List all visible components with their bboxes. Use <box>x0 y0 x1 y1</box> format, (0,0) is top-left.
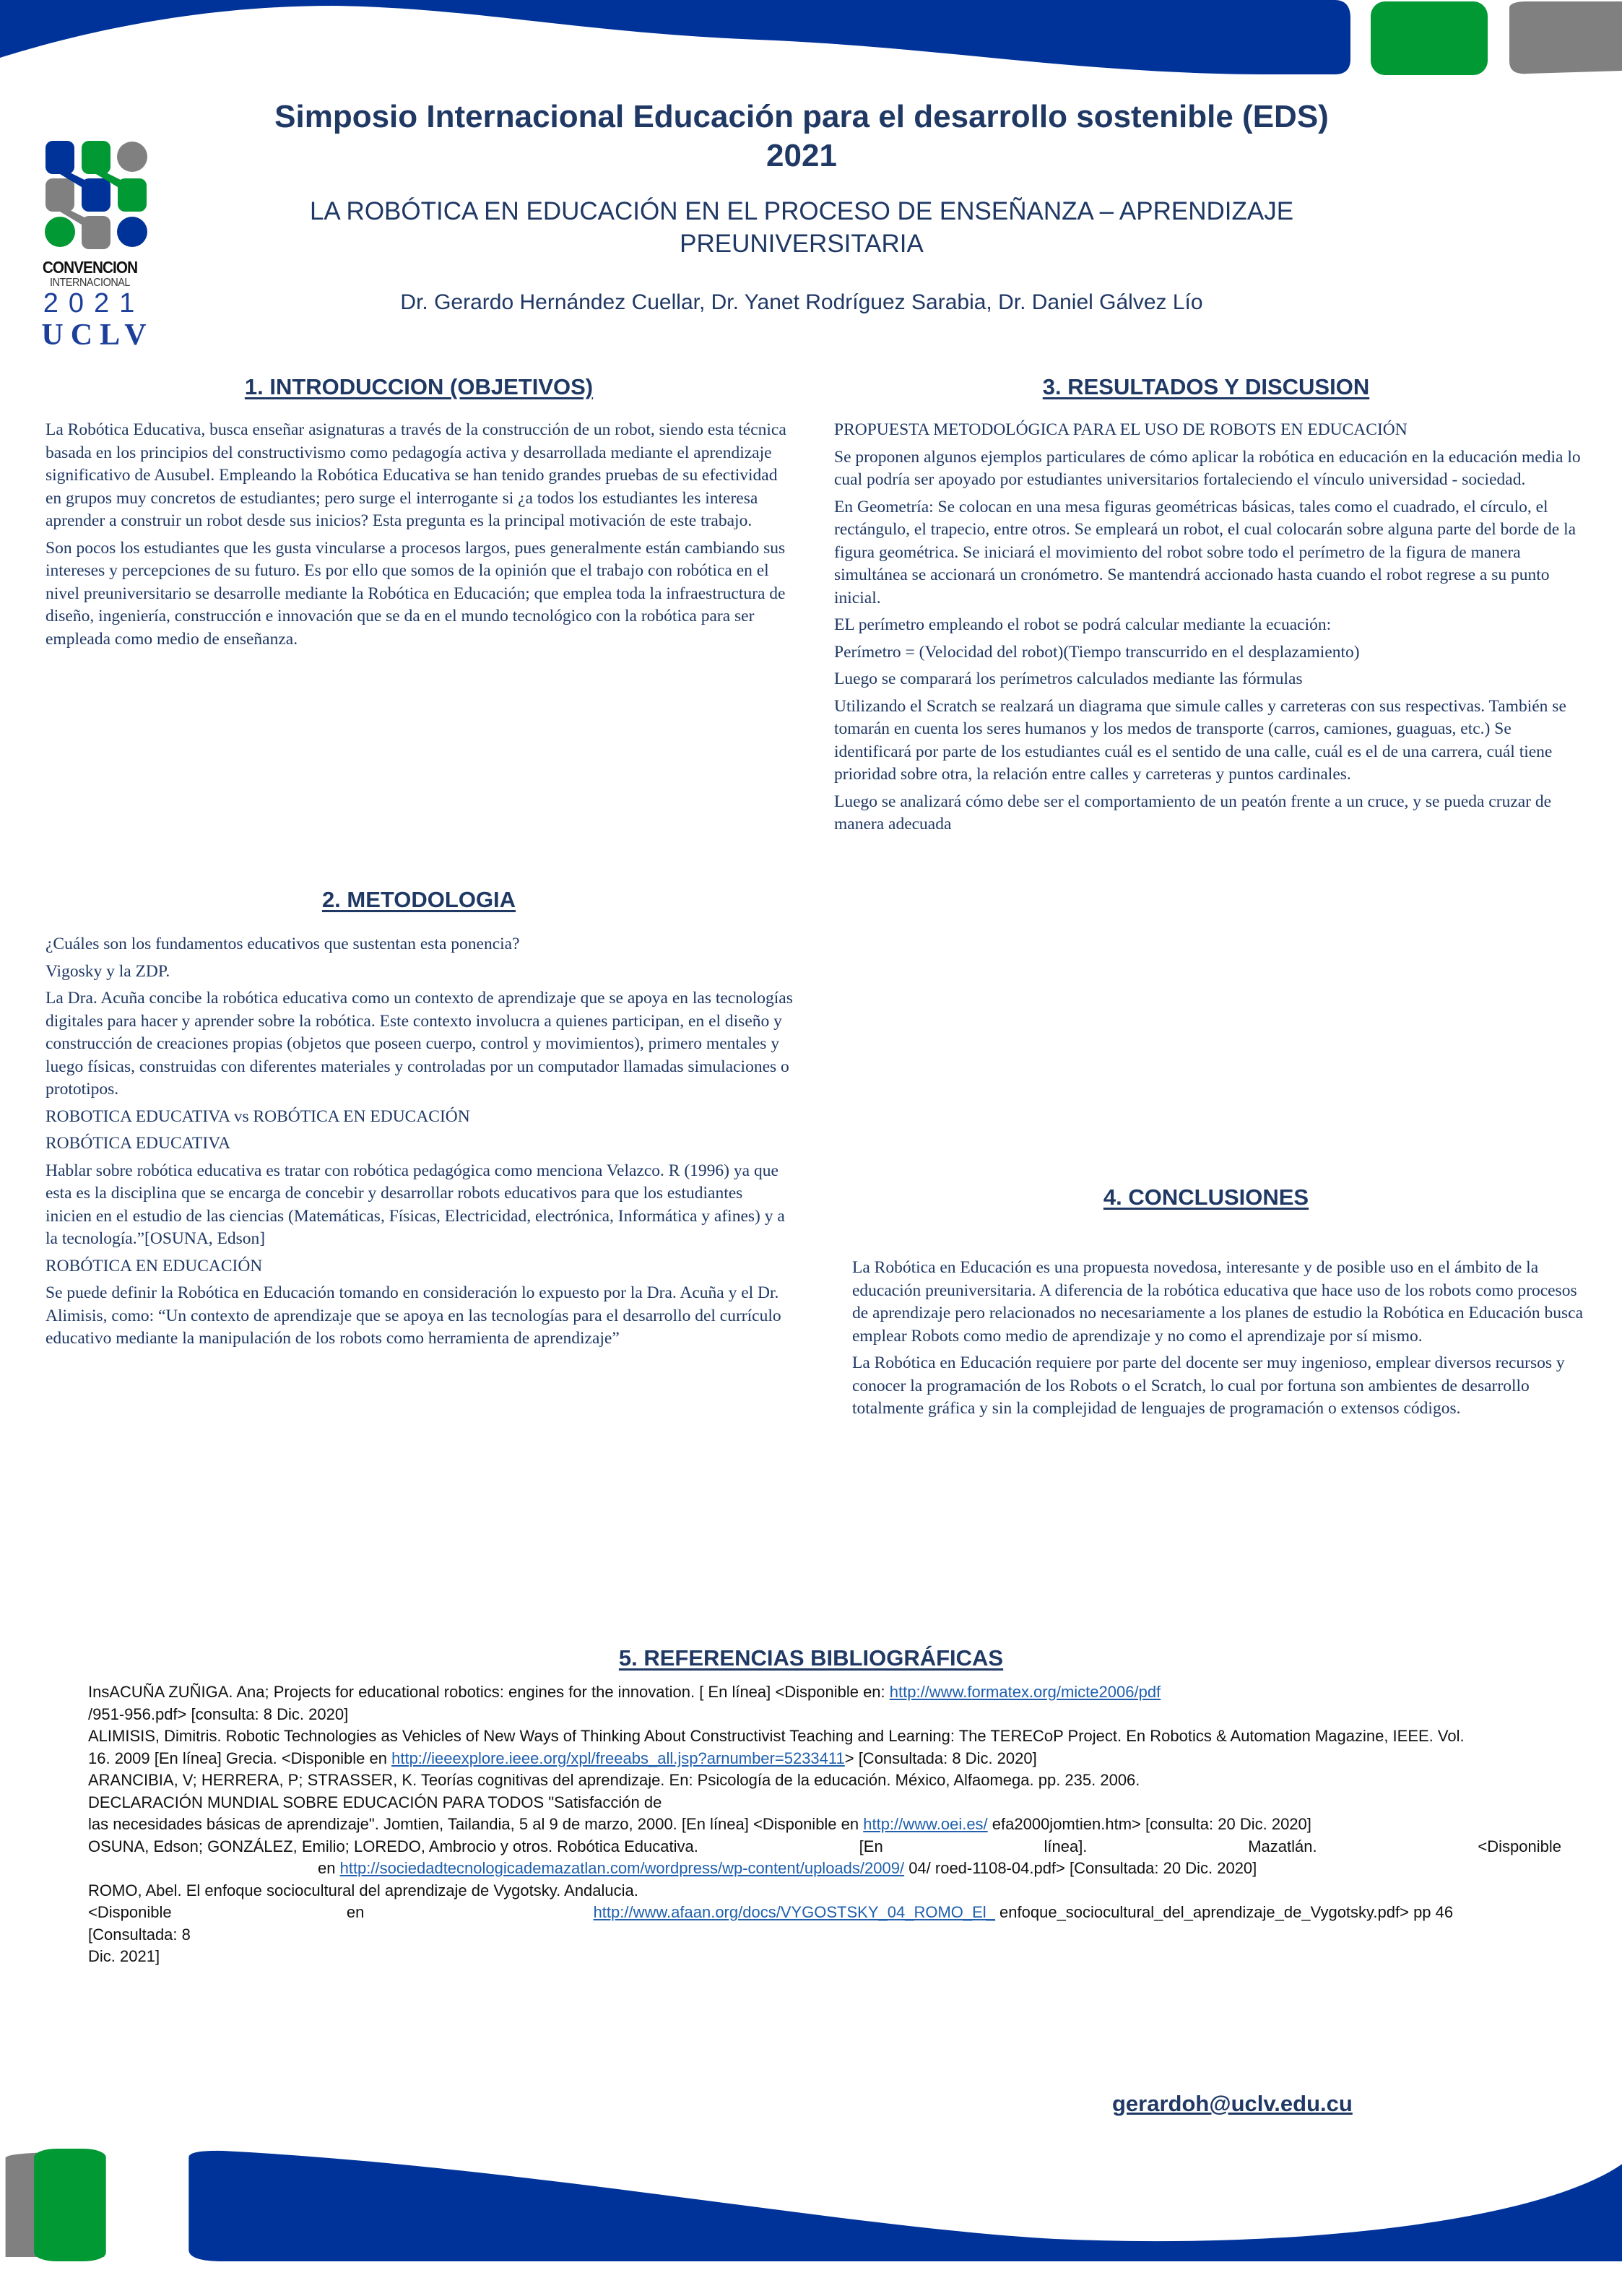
reference-link[interactable]: http://www.oei.es/ <box>863 1815 988 1833</box>
reference-link[interactable]: http://www.afaan.org/docs/VYGOSTSKY_04_ROMO_El_ <box>593 1903 995 1921</box>
section-heading-referencias: 5. REFERENCIAS BIBLIOGRÁFICAS <box>618 1645 1004 1671</box>
banner-block-gray <box>1509 1 1622 74</box>
section-body-conclusiones <box>852 1257 1592 1425</box>
subheading: ROBÓTICA EN EDUCACIÓN <box>45 1256 263 1275</box>
paragraph: Luego se analizará cómo debe ser el comportamiento de un peatón frente a un cruce, y se pueda cruzar de manera adecuada <box>834 792 1552 833</box>
banner-wave-blue <box>0 0 1350 74</box>
equation: Perímetro = (Velocidad del robot)(Tiempo transcurrido en el desplazamiento) <box>834 642 1360 662</box>
paragraph: Utilizando el Scratch se realzará un diagrama que simule calles y carreteras con sus respectivas. También se tomarán en cuenta los seres humanos y los medos de transporte (carros, camiones, guaguas, etc.) Se identificará por parte de los estudiantes cuál es el sentido de una calle, cuál es el de una carrera, cuál tiene prioridad sobre otra, la relación entre calles y carreteras y puntos cardinales. <box>834 696 1566 784</box>
logo-internacional-text: INTERNACIONAL <box>50 277 130 289</box>
paragraph: La Robótica en Educación es una propuesta novedosa, interesante y de posible uso en el ámbito de la educación preuniversitaria. A diferencia de la robótica educativa que hace uso de los robots como procesos de aprendizaje pero relacionados no necesariamente a los planes de estudio la Robótica en Educación busca emplear Robots como medio de aprendizaje y no como el aprendizaje por sí mismo. <box>852 1258 1584 1346</box>
event-title <box>238 98 1365 176</box>
logo-uclv-text: UCLV <box>41 319 154 352</box>
reference-item-cont: las necesidades básicas de aprendizaje". Jomtien, Tailandia, 5 al 9 de marzo, 2000. [En línea] <Disponible en http://www.oei.es/ efa2000jomtien.htm> [consulta: 20 Dic. 2020] <box>88 1815 1311 1833</box>
paragraph: Se proponen algunos ejemplos particulares de cómo aplicar la robótica en educación en la educación media lo cual podría ser apoyado por estudiantes universitarios fortaleciendo el vínculo universidad - sociedad. <box>834 447 1581 489</box>
section-body-metodologia <box>45 933 793 1355</box>
section-body-introduccion <box>45 419 793 655</box>
convention-logo <box>40 141 155 350</box>
paragraph: La Dra. Acuña concibe la robótica educativa como un contexto de aprendizaje que se apoya en las tecnologías digitales para hacer y aprender sobre la robótica. Este contexto involucra a quienes participan, en el diseño y construcción de creaciones propias (objetos que poseen cuerpo, control y movimientos), primero mentales y luego físicas, construidas con diferentes materiales y controladas por un computador llamadas simulaciones o prototipos. <box>45 989 793 1099</box>
section-heading-conclusiones: 4. CONCLUSIONES <box>1103 1184 1309 1210</box>
paragraph: Luego se comparará los perímetros calculados mediante las fórmulas <box>834 670 1303 688</box>
header-banner <box>0 0 1622 94</box>
paragraph: Son pocos los estudiantes que les gusta vincularse a procesos largos, pues generalmente están cambiando sus intereses y percepciones de su futuro. Es por ello que somos de la opinión que el trabajo con robótica en el nivel preuniversitario se desarrolle mediante la Robótica en Educación; que emplea toda la infraestructura de diseño, ingeniería, construcción e innovación que se da en el mundo tecnológico con la robótica para ser empleada como medio de enseñanza. <box>45 538 786 649</box>
reference-item: ALIMISIS, Dimitris. Robotic Technologies as Vehicles of New Ways of Thinking About Constructivist Teaching and Learning: The TERECoP Project. En Robotics & Automation Magazine, IEEE. Vol. <box>88 1727 1465 1745</box>
paragraph: La Robótica en Educación requiere por parte del docente ser muy ingenioso, emplear diversos recursos y conocer la programación de los Robots o el Scratch, lo cual por fortuna son ambientes de desarrollo totalmente gráfica y sin la complejidad de lenguajes de programación o extensos códigos. <box>852 1353 1565 1418</box>
reference-item-cont: <Disponible en http://www.afaan.org/docs/VYGOSTSKY_04_ROMO_El_ enfoque_sociocultural_del_aprendizaje_de_Vygotsky.pdf> pp 46 <box>88 1903 1454 1921</box>
logo-mark-icon <box>43 141 151 256</box>
reference-item: ARANCIBIA, V; HERRERA, P; STRASSER, K. Teorías cognitivas del aprendizaje. En: Psicología de la educación. México, Alfaomega. pp. 235. 2006. <box>88 1771 1140 1789</box>
event-title-text: Simposio Internacional Educación para el desarrollo sostenible (EDS) <box>274 99 1329 134</box>
logo-year-text: 2021 <box>43 288 145 319</box>
reference-item-cont: Dic. 2021] <box>88 1947 160 1965</box>
banner-wave-blue <box>188 2151 1622 2261</box>
authors: Dr. Gerardo Hernández Cuellar, Dr. Yanet Rodríguez Sarabia, Dr. Daniel Gálvez Lío <box>400 290 1203 314</box>
section-heading-introduccion: 1. INTRODUCCION (OBJETIVOS) <box>244 374 594 399</box>
paragraph: En Geometría: Se colocan en una mesa figuras geométricas básicas, tales como el cuadrado, el círculo, el rectángulo, el trapecio, entre otros. Se empleará un robot, el cual colocarán sobre alguna parte del borde de la figura geométrica. Se iniciará el movimiento del robot sobre todo el perímetro de la figura de manera simultánea se accionará un cronómetro. Se mantendrá accionado hasta cuando el robot regrese a su punto inicial. <box>834 497 1577 607</box>
reference-item-cont: en http://sociedadtecnologicademazatlan.com/wordpress/wp-content/uploads/2009/ 04/ roed-1108-04.pdf> [Consultada: 20 Dic. 2020] <box>318 1859 1257 1877</box>
section-heading-resultados: 3. RESULTADOS Y DISCUSION <box>1042 374 1370 399</box>
reference-item: OSUNA, Edson; GONZÁLEZ, Emilio; LOREDO, Ambrocio y otros. Robótica Educativa. [En línea]. Mazatlán. <Disponible <box>88 1837 1561 1855</box>
paragraph: EL perímetro empleando el robot se podrá calcular mediante la ecuación: <box>834 615 1332 634</box>
banner-block-green <box>34 2149 106 2261</box>
footer-banner <box>0 2149 1622 2264</box>
reference-link[interactable]: http://www.formatex.org/micte2006/pdf <box>889 1683 1161 1701</box>
reference-item: DECLARACIÓN MUNDIAL SOBRE EDUCACIÓN PARA TODOS "Satisfacción de <box>88 1793 662 1811</box>
paragraph: Se puede definir la Robótica en Educación tomando en consideración lo expuesto por la Dra. Acuña y el Dr. Alimisis, como: “Un contexto de aprendizaje que se apoya en las tecnologías para el desarrollo del currículo educativo mediante la manipulación de los robots como herramienta de aprendizaje” <box>45 1283 781 1348</box>
paragraph: Vigosky y la ZDP. <box>45 961 170 981</box>
banner-block-green <box>1371 1 1488 75</box>
logo-convencion-text: CONVENCION <box>42 258 138 277</box>
subheading: PROPUESTA METODOLÓGICA PARA EL USO DE ROBOTS EN EDUCACIÓN <box>834 420 1408 439</box>
references-list <box>88 1681 1569 1968</box>
section-body-resultados <box>834 419 1585 841</box>
reference-link[interactable]: http://sociedadtecnologicademazatlan.com/wordpress/wp-content/uploads/2009/ <box>339 1859 905 1877</box>
paper-title-line-2: PREUNIVERSITARIA <box>680 230 924 258</box>
paragraph: La Robótica Educativa, busca enseñar asignaturas a través de la construcción de un robot, siendo esta técnica basada en los principios del constructivismo como pedagogía activa y desarrollada mediante el aprendizaje significativo de Ausubel. Empleando la Robótica Educativa se han tenido grandes pruebas de su efectividad en grupos muy concretos de estudiantes; pero surge el interrogante si ¿a todos los estudiantes les interesa aprender a construir un robot desde sus inicios? Esta pregunta es la principal motivación de este trabajo. <box>45 420 786 530</box>
event-year: 2021 <box>766 138 837 173</box>
reference-item-cont: 16. 2009 [En línea] Grecia. <Disponible en http://ieeexplore.ieee.org/xpl/freeabs_all.jsp?arnumber=5233411> [Consultada: 8 Dic. 2020] <box>88 1749 1037 1767</box>
contact-email-link[interactable]: gerardoh@uclv.edu.cu <box>1112 2091 1353 2116</box>
reference-item-cont: [Consultada: 8 <box>88 1925 191 1944</box>
reference-item: InsACUÑA ZUÑIGA. Ana; Projects for educational robotics: engines for the innovation. [ En línea] <Disponible en: http://www.formatex.org/micte2006/pdf <box>88 1683 1161 1701</box>
paragraph: Hablar sobre robótica educativa es tratar con robótica pedagógica como menciona Velazco. R (1996) ya que esta es la disciplina que se encarga de concebir y desarrollar robots educativos para que los estudiantes inicien en el estudio de las ciencias (Matemáticas, Físicas, Electricidad, electrónica, Informática y afines) y a la tecnología.”[OSUNA, Edson] <box>45 1161 785 1248</box>
subheading: ROBÓTICA EDUCATIVA <box>45 1134 231 1153</box>
section-heading-metodologia: 2. METODOLOGIA <box>321 887 516 912</box>
paragraph: ¿Cuáles son los fundamentos educativos que sustentan esta ponencia? <box>45 935 520 953</box>
subheading: ROBOTICA EDUCATIVA vs ROBÓTICA EN EDUCACIÓN <box>45 1106 470 1126</box>
paper-title-line-1: LA ROBÓTICA EN EDUCACIÓN EN EL PROCESO DE ENSEÑANZA – APRENDIZAJE <box>309 197 1294 225</box>
paper-title <box>238 195 1365 260</box>
reference-item-cont: /951-956.pdf> [consulta: 8 Dic. 2020] <box>88 1704 349 1723</box>
reference-link[interactable]: http://ieeexplore.ieee.org/xpl/freeabs_all.jsp?arnumber=5233411 <box>391 1749 845 1767</box>
reference-item: ROMO, Abel. El enfoque sociocultural del aprendizaje de Vygotsky. Andalucia. <box>88 1881 638 1899</box>
